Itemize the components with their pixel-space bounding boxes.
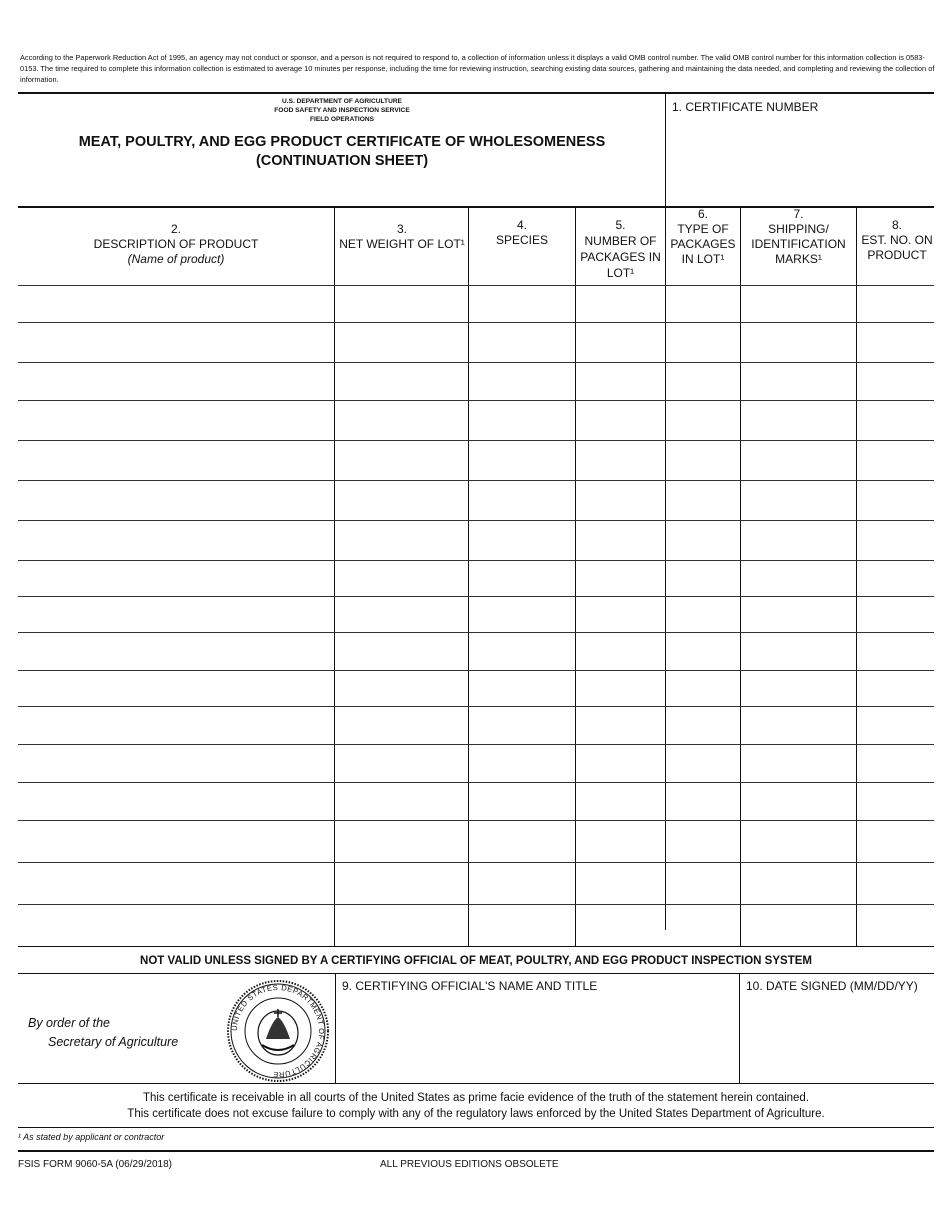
bottom-rule [18,1150,934,1152]
signature-top-rule [18,973,934,974]
col-description-header [18,210,334,267]
table-row-line [18,440,934,441]
col-est-no-header [858,210,936,263]
agency-header [18,97,666,124]
col-number: 6. [697,207,708,221]
col-number: 4. [516,218,527,232]
table-row-line [18,322,934,323]
col-divider [468,207,469,946]
by-order-line2: Secretary of Agriculture [48,1035,179,1049]
col-label: DESCRIPTION OF PRODUCT [93,237,259,251]
certificate-number-label: 1. CERTIFICATE NUMBER [672,100,819,114]
seal-text: UNITED STATES DEPARTMENT OF AGRICULTURE [229,982,327,1080]
col-number: 7. [793,207,804,221]
col-label: NUMBER OF PACKAGES IN LOT¹ [580,234,661,280]
division-name: FIELD OPERATIONS [310,116,374,123]
table-row-line [18,362,934,363]
signature-divider [335,974,336,1083]
date-signed-field[interactable] [744,996,932,1080]
by-order-line1: By order of the [28,1016,110,1030]
col-divider [575,207,576,946]
table-row-line [18,706,934,707]
col-divider [740,207,741,946]
certifying-official-field[interactable] [340,996,736,1080]
top-rule [18,92,934,94]
signature-bottom-rule [18,1083,934,1084]
col-number: 2. [170,222,181,236]
paperwork-notice: According to the Paperwork Reduction Act of 1995, an agency may not conduct or sponsor, and a person is not required to respond to, a collection of information unless it displays a valid OMB control number. The valid OMB control number for this information collection is 0583-0153. The time required to complete this information collection is estimated to average 10 minutes per response, including the time for reviewing instruction, searching existing data sources, gathering and maintaining the data needed, and completing and reviewing the collection of information. [20,53,935,84]
table-row-line [18,744,934,745]
table-row-line [18,285,934,286]
by-order-text [28,1014,178,1052]
col-sublabel: (Name of product) [127,252,225,266]
col-package-type-header [667,207,739,267]
form-number: FSIS FORM 9060-5A (06/29/2018) [18,1159,172,1170]
col-divider [856,207,857,946]
table-row-line [18,862,934,863]
col-packages-header [577,210,664,281]
receivable-line1: This certificate is receivable in all courts of the United States as prime facie evidence of the truth of the statement herein contained. [142,1092,810,1104]
date-signed-label: 10. DATE SIGNED (MM/DD/YY) [746,979,918,993]
receivable-line2: This certificate does not excuse failure to comply with any of the regulatory laws enforced by the United States Department of Agriculture. [127,1108,825,1120]
certificate-number-field[interactable] [668,120,932,202]
col-label: TYPE OF PACKAGES IN LOT¹ [670,222,736,266]
table-row-line [18,632,934,633]
department-name: U.S. DEPARTMENT OF AGRICULTURE [281,98,403,105]
col-net-weight-header [338,210,466,252]
table-row-line [18,904,934,905]
col-number: 8. [891,218,902,232]
not-valid-notice: NOT VALID UNLESS SIGNED BY A CERTIFYING OFFICIAL OF MEAT, POULTRY, AND EGG PRODUCT INSPECTION SYSTEM [140,955,812,967]
col-divider [665,207,666,930]
form-title-line1: MEAT, POULTRY, AND EGG PRODUCT CERTIFICATE OF WHOLESOMENESS [78,134,606,150]
receivable-statement [18,1090,934,1122]
col-number: 3. [396,222,407,236]
col-label: SHIPPING/ IDENTIFICATION MARKS¹ [751,222,846,266]
col-divider [334,207,335,946]
table-row-line [18,400,934,401]
service-name: FOOD SAFETY AND INSPECTION SERVICE [274,107,410,114]
certifying-official-label: 9. CERTIFYING OFFICIAL'S NAME AND TITLE [342,979,598,993]
table-row-line [18,820,934,821]
table-row-line [18,670,934,671]
obsolete-notice: ALL PREVIOUS EDITIONS OBSOLETE [380,1159,559,1170]
footnote: ¹ As stated by applicant or contractor [18,1132,165,1142]
col-label: EST. NO. ON PRODUCT [861,233,933,262]
table-row-line [18,520,934,521]
form-title-line2: (CONTINUATION SHEET) [255,153,429,169]
table-bottom-rule [18,946,934,947]
table-row-line [18,560,934,561]
table-row-line [18,480,934,481]
col-number: 5. [615,218,626,232]
col-species-header [470,210,574,248]
col-label: NET WEIGHT OF LOT¹ [339,237,465,251]
usda-seal-icon [222,979,334,1083]
col-label: SPECIES [495,233,549,247]
col-shipping-marks-header [742,207,855,267]
footnote-rule [18,1127,934,1128]
date-divider [739,974,740,1083]
form-title [18,133,666,171]
table-row-line [18,782,934,783]
table-row-line [18,596,934,597]
